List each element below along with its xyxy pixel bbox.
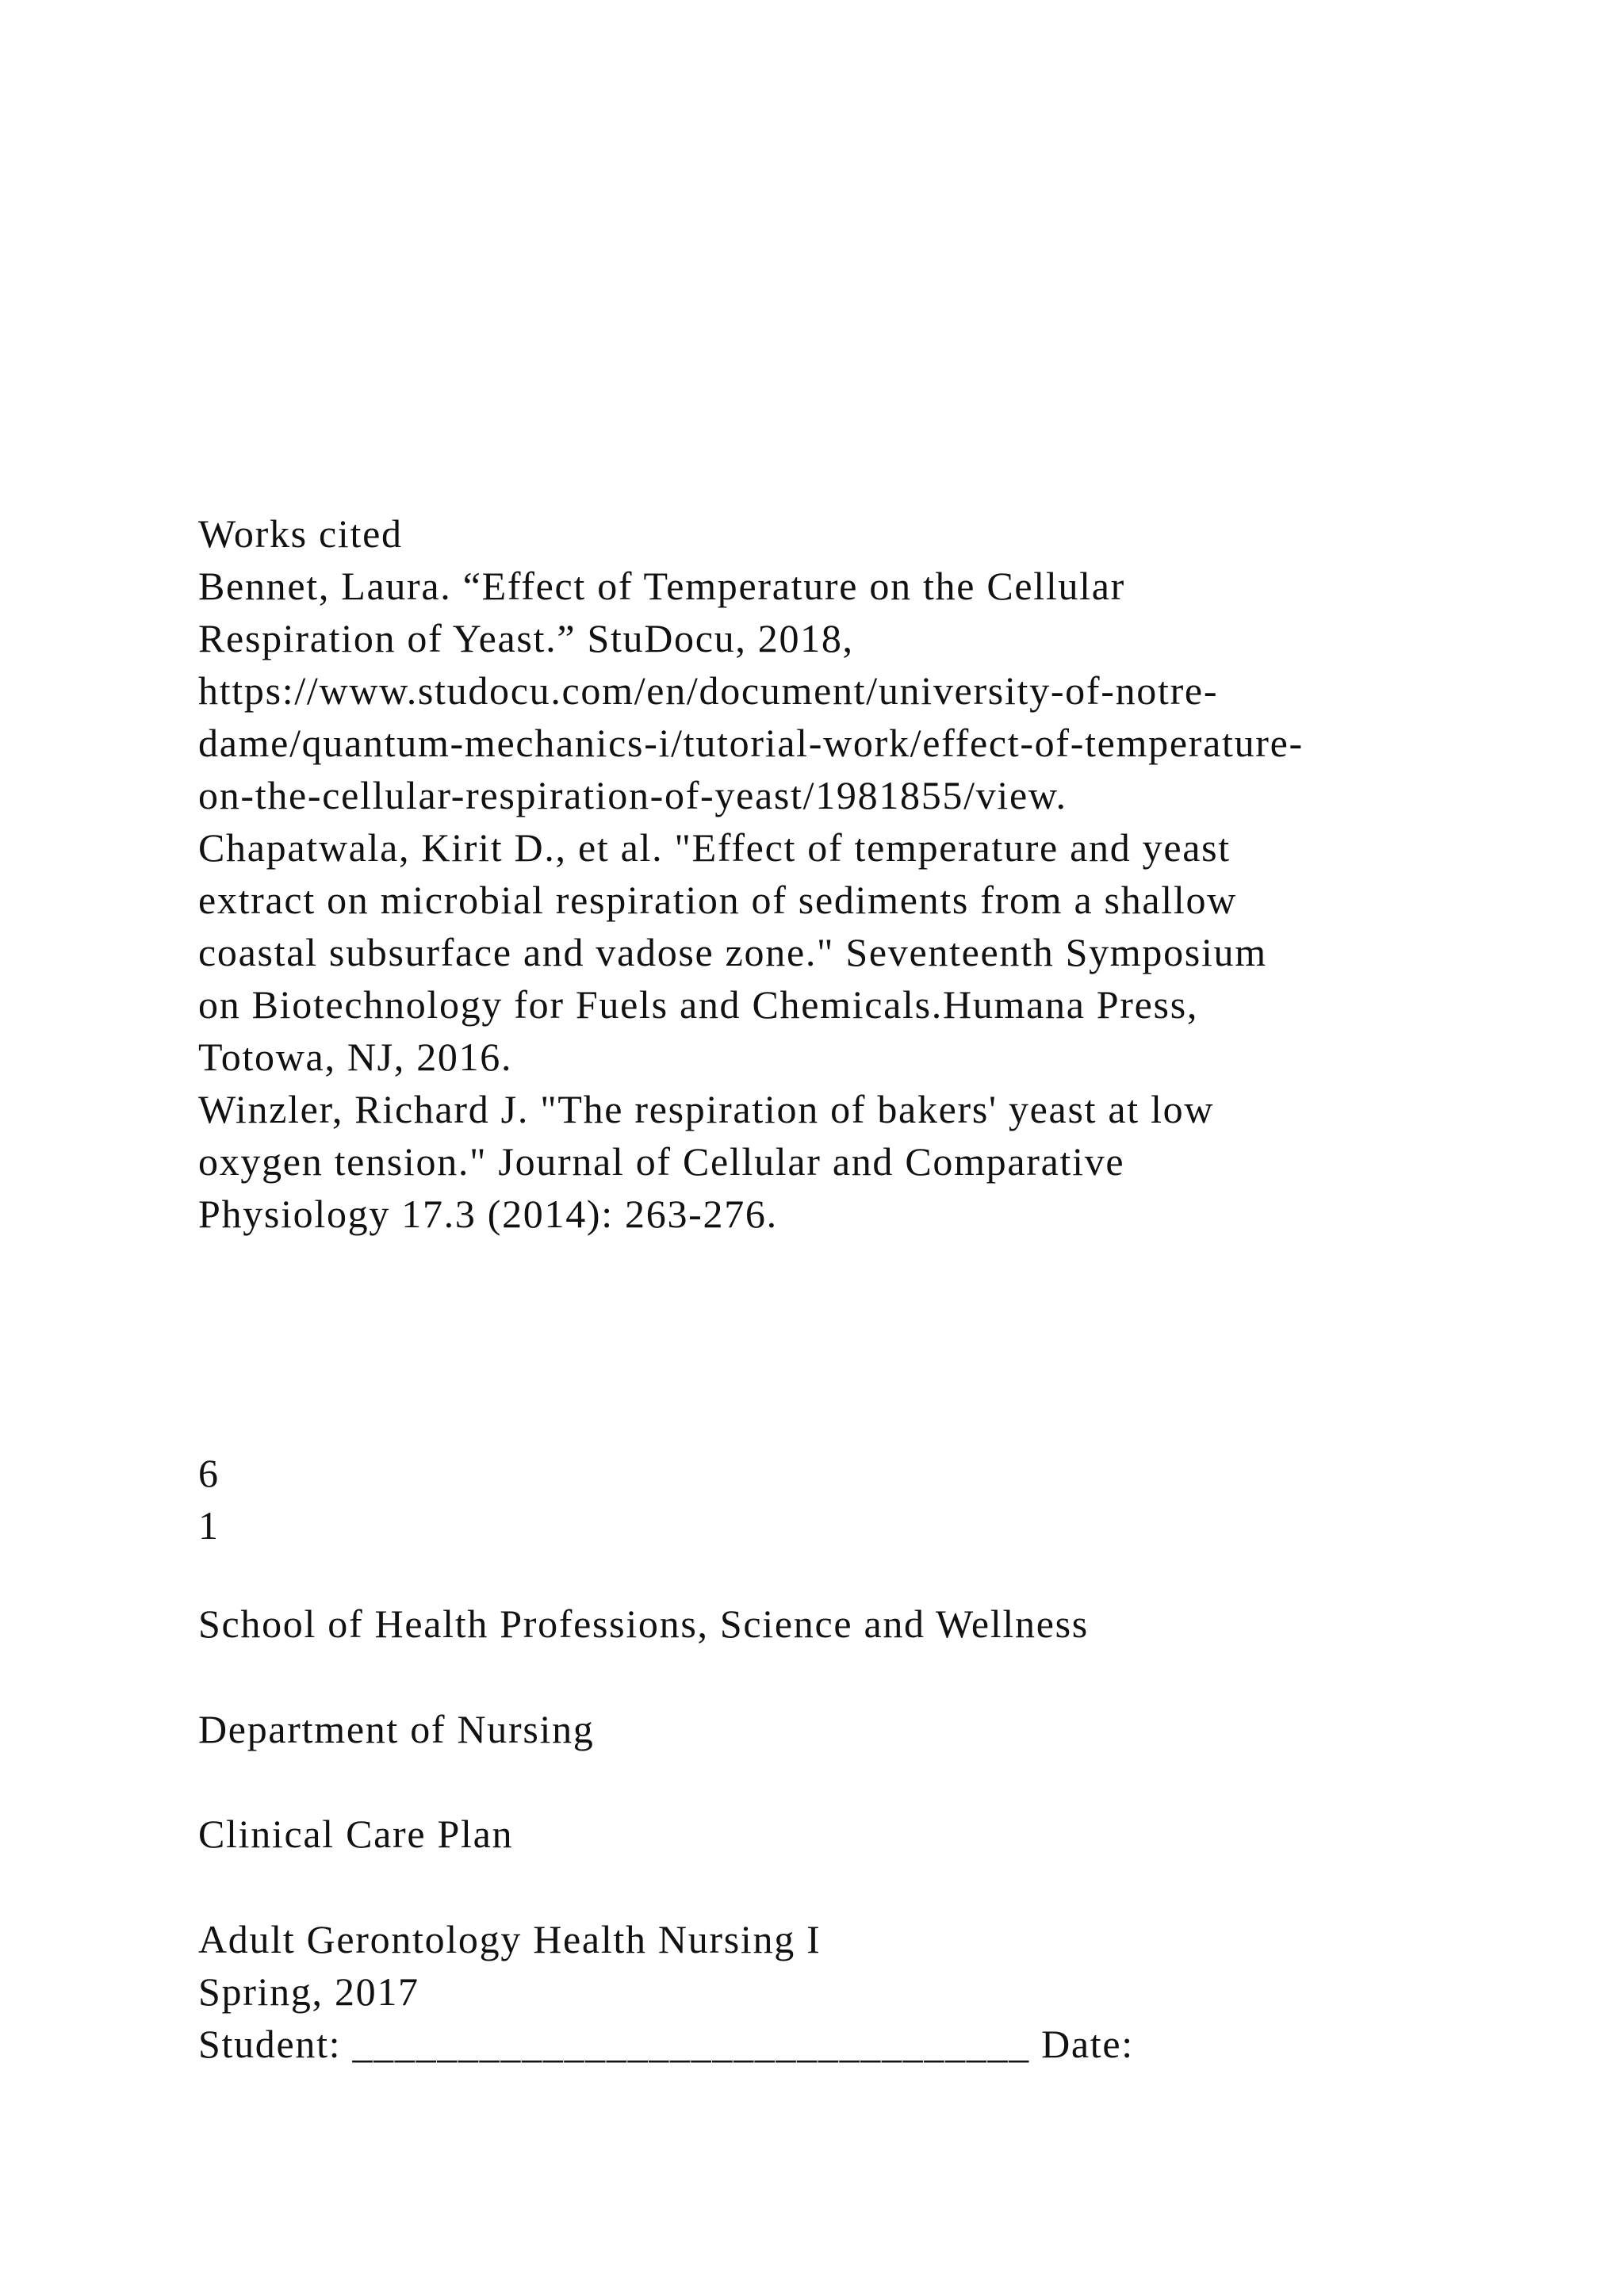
citation-line: extract on microbial respiration of sediments from a shallow xyxy=(198,878,1237,922)
citation-line: Respiration of Yeast.” StuDocu, 2018, xyxy=(198,616,854,660)
school-name xyxy=(198,1598,1507,1650)
citation-line: on Biotechnology for Fuels and Chemicals.Humana Press, xyxy=(198,982,1199,1027)
citation-line: Physiology 17.3 (2014): 263-276. xyxy=(198,1192,778,1236)
citation-line: coastal subsurface and vadose zone." Seventeenth Symposium xyxy=(198,930,1267,974)
citation-line: dame/quantum-mechanics-i/tutorial-work/effect-of-temperature- xyxy=(198,721,1304,765)
course-info xyxy=(198,1913,1507,2070)
citation-line: Bennet, Laura. “Effect of Temperature on the Cellular xyxy=(198,564,1126,608)
document-title-text: Clinical Care Plan xyxy=(198,1812,514,1856)
citation-line: Winzler, Richard J. "The respiration of bakers' yeast at low xyxy=(198,1087,1215,1131)
citation-line: Totowa, NJ, 2016. xyxy=(198,1035,513,1079)
page-number: 1 xyxy=(198,1503,220,1548)
department-text: Department of Nursing xyxy=(198,1707,595,1751)
term: Spring, 2017 xyxy=(198,1969,419,2014)
citation-line: Chapatwala, Kirit D., et al. "Effect of temperature and yeast xyxy=(198,825,1231,870)
course-name: Adult Gerontology Health Nursing I xyxy=(198,1917,822,1961)
school-text: School of Health Professions, Science and Wellness xyxy=(198,1601,1089,1646)
works-cited-section xyxy=(198,507,1507,1240)
department-name xyxy=(198,1703,1507,1755)
citation-line: oxygen tension." Journal of Cellular and Comparative xyxy=(198,1139,1125,1184)
page-number: 6 xyxy=(198,1451,220,1495)
page-numbers xyxy=(198,1447,1507,1552)
citation-line: https://www.studocu.com/en/document/university-of-notre- xyxy=(198,668,1219,713)
citation-line: on-the-cellular-respiration-of-yeast/1981855/view. xyxy=(198,773,1067,817)
student-date-line: Student: ________________________________ Date: xyxy=(198,2022,1134,2066)
document-title xyxy=(198,1808,1507,1860)
works-cited-heading: Works cited xyxy=(198,511,403,556)
